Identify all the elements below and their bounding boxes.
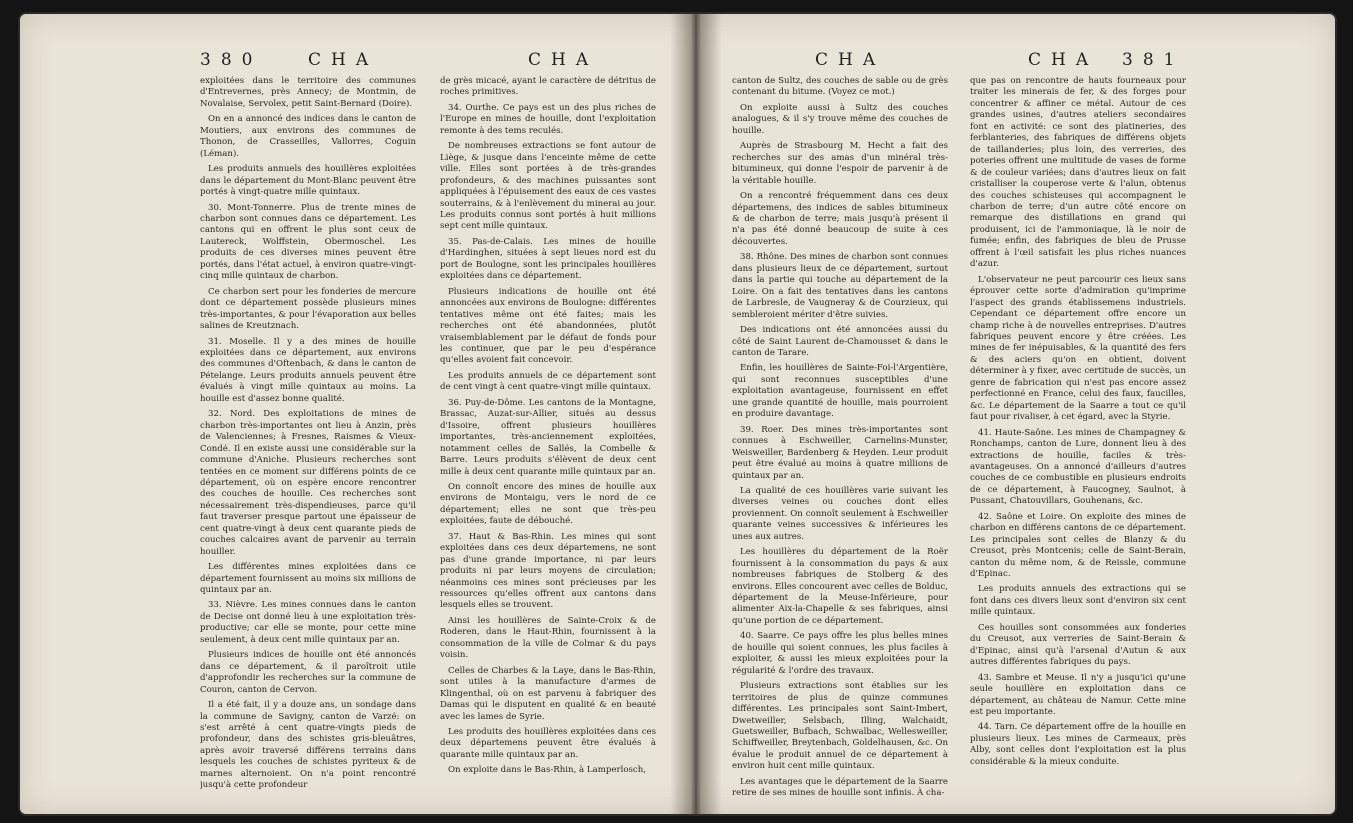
- paragraph: que pas on rencontre de hauts fourneaux pour traiter les minerais de fer, & des forges pour concentrer & affiner ce métal. Autour de ces grandes usines, d'autres ateliers secondaires font en activité: ce sont des platineries, des ferblanteries, des fabriques de différens objets de taillanderies; plus loin, des verreries, des poteries offrent une multitude de vases de forme & de couleur variées; dans d'autres lieux on fait cristalliser la couperose verte & l'alun, obtenus des couches schisteuses qui accompagnent le charbon de terre; d'un autre côté encore on remarque des distillations en grand qui produisent, ici de l'ammoniaque, là le noir de fumée; enfin, des fabriques de bleu de Prusse offrent à l'œil satisfait les plus riches nuances d'azur.: [970, 76, 1186, 270]
- paragraph: 36. Puy-de-Dôme. Les cantons de la Montagne, Brassac, Auzat-sur-Allier, situés au dessus d'Issoire, offrent plusieurs houillères importantes, très-anciennement exploitées, notamment celles de Sallés, la Combelle & Barre. Leurs produits s'élèvent de deux cent mille à deux cent quarante mille quintaux par an.: [440, 397, 656, 477]
- paragraph: Enfin, les houillères de Sainte-Foi-l'Argentière, qui sont reconnues susceptibles d'une exploitation avantageuse, fournissent en effet une grande quantité de houille, mais pourroient en produire davantage.: [732, 363, 948, 420]
- paragraph: canton de Sultz, des couches de sable ou de grès contenant du bitume. (Voyez ce mot.): [732, 76, 948, 98]
- paragraph: On a rencontré fréquemment dans ces deux départemens, des indices de sables bitumineux & de charbon de terre; mais jusqu'à présent il n'a pas été donné beaucoup de suite à ces découvertes.: [732, 191, 948, 247]
- paragraph: Les produits annuels de ce département sont de cent vingt à cent quatre-vingt mille quintaux.: [440, 370, 656, 393]
- paragraph: Il a été fait, il y a douze ans, un sondage dans la commune de Savigny, canton de Varzé: on s'est arrêté à cent quatre-vingts pieds de profondeur, dans des schistes gris-bleuâtres, après avoir traversé différens terrains dans lesquels les couches de schistes pyriteux & de marnes alternoient. On n'a point rencontré jusqu'à cette profondeur: [200, 700, 416, 791]
- paragraph: 44. Tarn. Ce département offre de la houille en plusieurs lieux. Les mines de Carmeaux, près Alby, sont celles dont l'exploitation est la plus considérable & la mieux conduite.: [970, 722, 1186, 767]
- paragraph: 30. Mont-Tonnerre. Plus de trente mines de charbon sont connues dans ce département. Les cantons qui en offrent le plus sont ceux de Lautereck, Wolffstein, Obermoschel. Les produits de ces diverses mines peuvent être portés, dans l'état actuel, à environ quatre-vingt-cinq mille quintaux de charbon.: [200, 202, 416, 282]
- paragraph: Celles de Charbes & la Laye, dans le Bas-Rhin, sont utiles à la manufacture d'armes de Klingenthal, où on est parvenu à fabriquer des Damas qui le disputent en qualité & en beauté avec les lames de Syrie.: [440, 665, 656, 722]
- paragraph: Les différentes mines exploitées dans ce département fournissent au moins six millions de quintaux par an.: [200, 562, 416, 596]
- paragraph: 38. Rhône. Des mines de charbon sont connues dans plusieurs lieux de ce département, surtout dans la partie qui touche au département de la Loire. On a fait des tentatives dans les cantons de Larbresle, de Vaugneray & de Courzieux, qui sembleroient mériter d'être suivies.: [732, 252, 948, 320]
- paragraph: On connoît encore des mines de houille aux environs de Montaigu, vers le nord de ce département; elles ne sont que très-peu exploitées, faute de débouché.: [440, 481, 656, 527]
- paragraph: Les produits des houillères exploitées dans ces deux départemens peuvent être évalués à quarante mille quintaux par an.: [440, 727, 656, 760]
- paragraph: 39. Roer. Des mines très-importantes sont connues à Eschweiller, Carnelins-Munster, Weisweiller, Bardenberg & Heyden. Leur produit peut être évalué au moins à quatre millions de quintaux par an.: [732, 424, 948, 481]
- paragraph: On exploite dans le Bas-Rhin, à Lamperlosch,: [448, 765, 647, 776]
- paragraph: Plusieurs indications de houille ont été annoncées aux environs de Boulogne: différentes tentatives même ont été faites; mais les recherches ont été abandonnées, plutôt vraisemblablement par le défaut de fonds pour les continuer, que par le peu d'espérance qu'elles avoient fait concevoir.: [440, 286, 656, 366]
- text-column-4: [970, 76, 1186, 806]
- paragraph: Auprès de Strasbourg M. Hecht a fait des recherches sur des amas d'un minéral très-bitumineux, qui donne l'espoir de parvenir à de la véritable houille.: [732, 141, 948, 186]
- paragraph: 34. Ourthe. Ce pays est un des plus riches de l'Europe en mines de houille, dont l'exploitation remonte à des tems reculés.: [440, 102, 656, 136]
- paragraph: de grès micacé, ayant le caractère de détritus de roches primitives.: [440, 76, 656, 98]
- paragraph: 32. Nord. Des exploitations de mines de charbon très-importantes ont lieu à Anzin, près de Valenciennes; à Fresnes, Raismes & Vieux-Condé. Il en existe aussi une considérable sur la commune d'Aniche. Plusieurs recherches sont tentées en ce moment sur différens points de ce département, où on espère encore rencontrer des couches de houille. Ces recherches sont nécessairement très-dispendieuses, parce qu'il faut traverser presque partout une épaisseur de cent quatre-vingt à deux cent quarante pieds de couches calcaires avant de parvenir au terrain houiller.: [200, 409, 416, 557]
- left-header-right: CHA: [528, 50, 599, 70]
- paragraph: On en a annoncé des indices dans le canton de Moutiers, aux environs des communes de Thonon, de Crasseilles, Vallorres, Coguin (Léman).: [200, 114, 416, 159]
- text-column-2: [440, 76, 656, 806]
- paragraph: 42. Saône et Loire. On exploite des mines de charbon en différens cantons de ce département. Les principales sont celles de Blanzy & du Creusot, près Montcenis; celle de Saint-Berain, canton du même nom, & de Reissle, commune d'Epinac.: [970, 511, 1186, 580]
- paragraph: Les produits annuels des houillères exploitées dans le département du Mont-Blanc peuvent être portés à vingt-quatre mille quintaux.: [200, 164, 416, 198]
- paragraph: Plusieurs indices de houille ont été annoncés dans ce département, & il paroîtroit utile d'approfondir les recherches sur la commune de Couron, canton de Cervon.: [200, 650, 416, 695]
- paragraph: Ce charbon sert pour les fonderies de mercure dont ce département possède plusieurs mines très-importantes, & pour l'évaporation aux belles salines de Kreutznach.: [200, 286, 416, 332]
- text-column-1: [200, 76, 416, 806]
- paragraph: Les houillères du département de la Roër fournissent à la consommation du pays & aux nombreuses fabriques de Stolberg & des environs. Elles concourent avec celles de Bolduc, département de la Meuse-Inférieure, pour alimenter Aix-la-Chapelle & ses fabriques, ainsi qu'une portion de ce département.: [732, 547, 948, 626]
- left-page-number: 380: [200, 50, 263, 70]
- paragraph: On exploite aussi à Sultz des couches analogues, & il s'y trouve même des couches de houille.: [732, 102, 948, 136]
- paragraph: De nombreuses extractions se font autour de Liège, & jusque dans l'enceinte même de cette ville. Elles sont portées à de très-grandes profondeurs, & des machines puissantes sont appliquées à l'épuisement des eaux de ces vastes souterrains, & à l'enlèvement du minerai au jour. Les produits connus sont portés à huit millions sept cent mille quintaux.: [440, 141, 656, 232]
- paragraph: 31. Moselle. Il y a des mines de houille exploitées dans ce département, aux environs des communes d'Oftenbach, & dans le canton de Pételange. Leurs produits annuels peuvent être évalués à vingt mille quintaux au moins. La houille est d'assez bonne qualité.: [200, 336, 416, 404]
- paragraph: exploitées dans le territoire des communes d'Entrevernes, près Annecy; de Montmin, de Novalaise, Servolex, petit Saint-Bernard (Doire).: [200, 76, 416, 109]
- paragraph: 35. Pas-de-Calais. Les mines de houille d'Hardinghen, situées à sept lieues nord est du port de Boulogne, sont les principales houillères exploitées dans ce département.: [440, 236, 656, 282]
- paragraph: Des indications ont été annoncées aussi du côté de Saint Laurent de-Chamousset & dans le canton de Tarare.: [732, 325, 948, 358]
- text-column-3: [732, 76, 948, 806]
- paragraph: Plusieurs extractions sont établies sur les territoires de plus de quinze communes différentes. Les principales sont Saint-Imbert, Dwetweiller, Selsbach, Illing, Walchaidt, Guetsweiller, Bufbach, Schwalbac, Wellesweiller, Schiffweiller, Breytenbach, Goldelhausen, &c. On évalue le produit annuel de ce département à environ huit cent mille quintaux.: [732, 681, 948, 772]
- right-header-right: CHA: [1028, 50, 1099, 70]
- paragraph: 41. Haute-Saône. Les mines de Champagney & Ronchamps, canton de Lure, donnent lieu à des extractions de houille, faciles & très-avantageuses. On a annoncé d'ailleurs d'autres couches de ce combustible en plusieurs endroits de ce département, à Faucogney, Saulnot, à Pussant, Chatouvillars, Gouhenans, &c.: [970, 427, 1186, 507]
- paragraph: L'observateur ne peut parcourir ces lieux sans éprouver cette sorte d'admiration qu'imprime l'aspect des grands établissemens industriels. Cependant ce département offre encore un champ riche à de nouvelles entreprises. D'autres fabriques peuvent encore y être créées. Les mines de fer inépuisables, & la quantité des fers & des aciers qu'on en obtient, doivent déterminer à y fixer, avec certitude de succès, un genre de fabrication qui n'est pas encore assez perfectionné en France, celui des faux, faucilles, &c. Le département de la Saarre a tout ce qu'il faut pour rivaliser, à cet égard, avec la Styrie.: [970, 274, 1186, 423]
- paragraph: Ainsi les houillères de Sainte-Croix & de Roderen, dans le Haut-Rhin, fournissent à la consommation de la ville de Colmar & du pays voisin.: [440, 615, 656, 661]
- paragraph: La qualité de ces houillères varie suivant les diverses veines ou couches dont elles proviennent. On connoît seulement à Eschweiller quarante veines successives & inférieures les unes aux autres.: [732, 485, 948, 542]
- paragraph: 43. Sambre et Meuse. Il n'y a jusqu'ici qu'une seule houillère en exploitation dans ce département, au château de Namur. Cette mine est peu importante.: [970, 672, 1186, 718]
- open-book: [20, 14, 1335, 814]
- right-page-number: 381: [1122, 50, 1185, 70]
- paragraph: 40. Saarre. Ce pays offre les plus belles mines de houille qui soient connues, les plus faciles à exploiter, & aussi les mieux exploitées pour la régularité & l'ordre des travaux.: [732, 631, 948, 676]
- paragraph: 33. Nièvre. Les mines connues dans le canton de Decise ont donné lieu à une exploitation très-productive; car elle se monte, pour cette mine seulement, à deux cent mille quintaux par an.: [200, 600, 416, 645]
- paragraph: 37. Haut & Bas-Rhin. Les mines qui sont exploitées dans ces deux départemens, ne sont pas d'une grande importance, ni par leurs produits ni par leurs moyens de circulation; néanmoins ces mines sont précieuses par les ressources qu'elles offrent aux cantons dans lesquels elles se trouvent.: [440, 531, 656, 611]
- paragraph: Les produits annuels des extractions qui se font dans ces divers lieux sont d'environ six cent mille quintaux.: [970, 584, 1186, 618]
- paragraph: Les avantages que le département de la Saarre retire de ses mines de houille sont infinis. À cha-: [732, 776, 948, 799]
- paragraph: Ces houilles sont consommées aux fonderies du Creusot, aux verreries de Saint-Berain & d'Epinac, ainsi qu'à l'arsenal d'Autun & aux autres différentes fabriques du pays.: [970, 622, 1186, 668]
- right-header-left: CHA: [815, 50, 886, 70]
- left-header-left: CHA: [308, 50, 379, 70]
- book-gutter: [670, 14, 722, 814]
